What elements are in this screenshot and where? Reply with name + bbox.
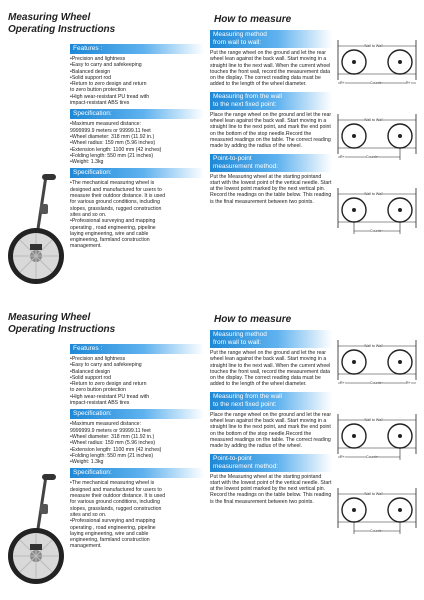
list-item: measure their outdoor distance. It is used	[70, 193, 166, 200]
spec-list	[70, 421, 204, 465]
list-item: •Maximum measured distance:	[70, 421, 142, 428]
label-wall-to-wall: Wall to Wall	[364, 44, 383, 48]
diagram-wall-to-wall	[334, 336, 420, 390]
list-item: •Solid support rod	[70, 74, 112, 81]
list-item: •Return to zero design and return	[70, 381, 147, 388]
method2-text: Place the range wheel on the ground and let the rear wheel lean against the back wall. Start moving in a straight line to the next point, and mark the end point on the bottom of the stop needle.Record the measured readings on the table. The correct reading made by adding the radius of the wheel.	[210, 411, 332, 450]
list-item: 9999999.9 meters or 99999.11 feet	[70, 427, 151, 434]
list-item: slopes, grasslands, rugged construction	[70, 505, 162, 512]
spec-heading: Specification:	[70, 409, 204, 419]
list-item: designed and manufactured for users to	[70, 186, 162, 193]
list-item: engineering, farmland construction	[70, 237, 150, 244]
method2-heading: Measuring from the wall to the next fixed point:	[210, 392, 332, 410]
list-item: •The mechanical measuring wheel is	[70, 480, 155, 487]
features-list	[70, 356, 204, 406]
list-item: •Easy to carry and safekeeping	[70, 362, 142, 369]
methods-column	[210, 30, 332, 209]
right-title: How to measure	[214, 14, 292, 25]
measuring-wheel-image	[6, 172, 66, 292]
list-item: management.	[70, 543, 102, 550]
label-r-plus-right: R+	[406, 381, 411, 385]
diagram-wall-to-point	[334, 410, 420, 464]
list-item: laying engineering, wire and cable	[70, 530, 149, 537]
list-item: •High wear-resistant PU tread with	[70, 393, 150, 400]
list-item: impact-resistant ABS tires	[70, 100, 130, 107]
list-item: •Maximum measured distance:	[70, 121, 142, 128]
label-r-plus: R+	[340, 155, 345, 159]
method2-text: Place the range wheel on the ground and let the rear wheel lean against the back wall. Start moving in a straight line to the next point, and mark the end point on the bottom of the stop needle.Record the measured readings on the table. The correct reading made by adding the radius of the wheel.	[210, 111, 332, 150]
list-item: to zero button protection	[70, 387, 126, 394]
list-item: •Weight: 1.3kg	[70, 159, 104, 166]
list-item: •Extension length: 1100 mm (42 inches)	[70, 146, 162, 153]
label-wall-to-wall: Wall to Wall	[364, 192, 383, 196]
label-r-plus-left: R+	[340, 81, 345, 85]
label-wall-to-wall: Wall to Wall	[364, 492, 383, 496]
label-counter: Counter	[370, 229, 383, 233]
list-item: laying engineering, wire and cable	[70, 230, 149, 237]
method3-heading: Point-to-point measurement method:	[210, 154, 332, 172]
list-item: sites and so on.	[70, 211, 107, 218]
method1-heading: Measuring method from wall to wall:	[210, 30, 332, 48]
list-item: sites and so on.	[70, 511, 107, 518]
diagram-point-to-point	[334, 184, 420, 238]
list-item: •Wheel radius: 159 mm (5.96 inches)	[70, 140, 156, 147]
features-column	[70, 344, 204, 553]
list-item: •Professional surveying and mapping	[70, 518, 156, 525]
diagrams-column	[334, 30, 420, 258]
features-heading: Features :	[70, 44, 204, 54]
list-item: •Folding length: 550 mm (21 inches)	[70, 152, 154, 159]
list-item: operating , road engineering, pipeline	[70, 524, 156, 531]
label-r-plus: R+	[340, 455, 345, 459]
list-item: •Balanced design	[70, 68, 111, 75]
diagram-point-to-point	[334, 484, 420, 538]
label-counter: Counter	[370, 81, 383, 85]
list-item: •Folding length: 550 mm (21 inches)	[70, 452, 154, 459]
list-item: impact-resistant ABS tires	[70, 400, 130, 407]
section-top	[0, 0, 424, 292]
list-item: •Precision and lightness	[70, 56, 126, 62]
label-wall-to-wall: Wall to Wall	[364, 344, 383, 348]
label-r-plus-right: R+	[406, 81, 411, 85]
diagram-wall-to-wall	[334, 36, 420, 90]
list-item: for various ground conditions, including	[70, 499, 160, 506]
methods-column	[210, 330, 332, 509]
spec2-list	[70, 480, 204, 549]
list-item: •Return to zero design and return	[70, 81, 147, 88]
left-title: Measuring Wheel Operating Instructions	[8, 12, 116, 35]
list-item: for various ground conditions, including	[70, 199, 160, 206]
section-bottom	[0, 300, 424, 592]
list-item: management.	[70, 243, 102, 250]
label-counter: Counter	[366, 455, 379, 459]
list-item: measure their outdoor distance. It is used	[70, 493, 166, 500]
list-item: operating , road engineering, pipeline	[70, 224, 156, 231]
list-item: •The mechanical measuring wheel is	[70, 180, 155, 187]
list-item: designed and manufactured for users to	[70, 486, 162, 493]
features-heading: Features :	[70, 344, 204, 354]
right-title: How to measure	[214, 314, 292, 325]
list-item: •Balanced design	[70, 368, 111, 375]
list-item: •Professional surveying and mapping	[70, 218, 156, 225]
list-item: •Wheel radius: 159 mm (5.96 inches)	[70, 440, 156, 447]
method1-text: Put the range wheel on the ground and let the rear wheel lean against the back wall. Start moving in a straight line to the next wall. When the current wheel touches the front wall, record the measurement data on the display. The correct reading data must be added to the length of the wheel diameter.	[210, 350, 331, 388]
label-wall-to-wall: Wall to Wall	[364, 118, 383, 122]
label-counter: Counter	[366, 155, 379, 159]
list-item: 9999999.9 meters or 99999.11 feet	[70, 127, 151, 134]
label-counter: Counter	[370, 529, 383, 533]
spec2-heading: Specification:	[70, 168, 204, 178]
list-item: •Weight: 1.3kg	[70, 459, 104, 466]
method2-heading: Measuring from the wall to the next fixed point:	[210, 92, 332, 110]
label-r-plus-left: R+	[340, 381, 345, 385]
diagram-wall-to-point	[334, 110, 420, 164]
features-column	[70, 44, 204, 253]
method1-heading: Measuring method from wall to wall:	[210, 330, 332, 348]
method3-text: Put the Measuring wheel at the starting pointand start with the lowest point of the vertical needle. Start at the lowest point marked by the next vertical pin. Record the readings on the table below. This reading is the final measurement between two points.	[210, 473, 332, 505]
measuring-wheel-image	[6, 472, 66, 592]
spec-list	[70, 121, 204, 165]
features-list	[70, 56, 204, 106]
list-item: •Easy to carry and safekeeping	[70, 62, 142, 69]
list-item: to zero button protection	[70, 87, 126, 94]
spec-heading: Specification:	[70, 109, 204, 119]
list-item: •Solid support rod	[70, 374, 112, 381]
list-item: •Precision and lightness	[70, 356, 126, 362]
spec2-list	[70, 180, 204, 249]
method3-heading: Point-to-point measurement method:	[210, 454, 332, 472]
method3-text: Put the Measuring wheel at the starting pointand start with the lowest point of the vertical needle. Start at the lowest point marked by the next vertical pin. Record the readings on the table below. This reading is the final measurement between two points.	[210, 173, 332, 205]
list-item: •Wheel diameter: 318 mm (11.92 in.)	[70, 133, 155, 140]
diagrams-column	[334, 330, 420, 558]
spec2-heading: Specification:	[70, 468, 204, 478]
method1-text: Put the range wheel on the ground and let the rear wheel lean against the back wall. Start moving in a straight line to the next wall. When the current wheel touches the front wall, record the measurement data on the display. The correct reading data must be added to the length of the wheel diameter.	[210, 50, 331, 88]
label-counter: Counter	[370, 381, 383, 385]
list-item: slopes, grasslands, rugged construction	[70, 205, 162, 212]
list-item: •Extension length: 1100 mm (42 inches)	[70, 446, 162, 453]
list-item: •High wear-resistant PU tread with	[70, 93, 150, 100]
left-title: Measuring Wheel Operating Instructions	[8, 312, 116, 335]
list-item: engineering, farmland construction	[70, 537, 150, 544]
label-wall-to-wall: Wall to Wall	[364, 418, 383, 422]
list-item: •Wheel diameter: 318 mm (11.92 in.)	[70, 433, 155, 440]
